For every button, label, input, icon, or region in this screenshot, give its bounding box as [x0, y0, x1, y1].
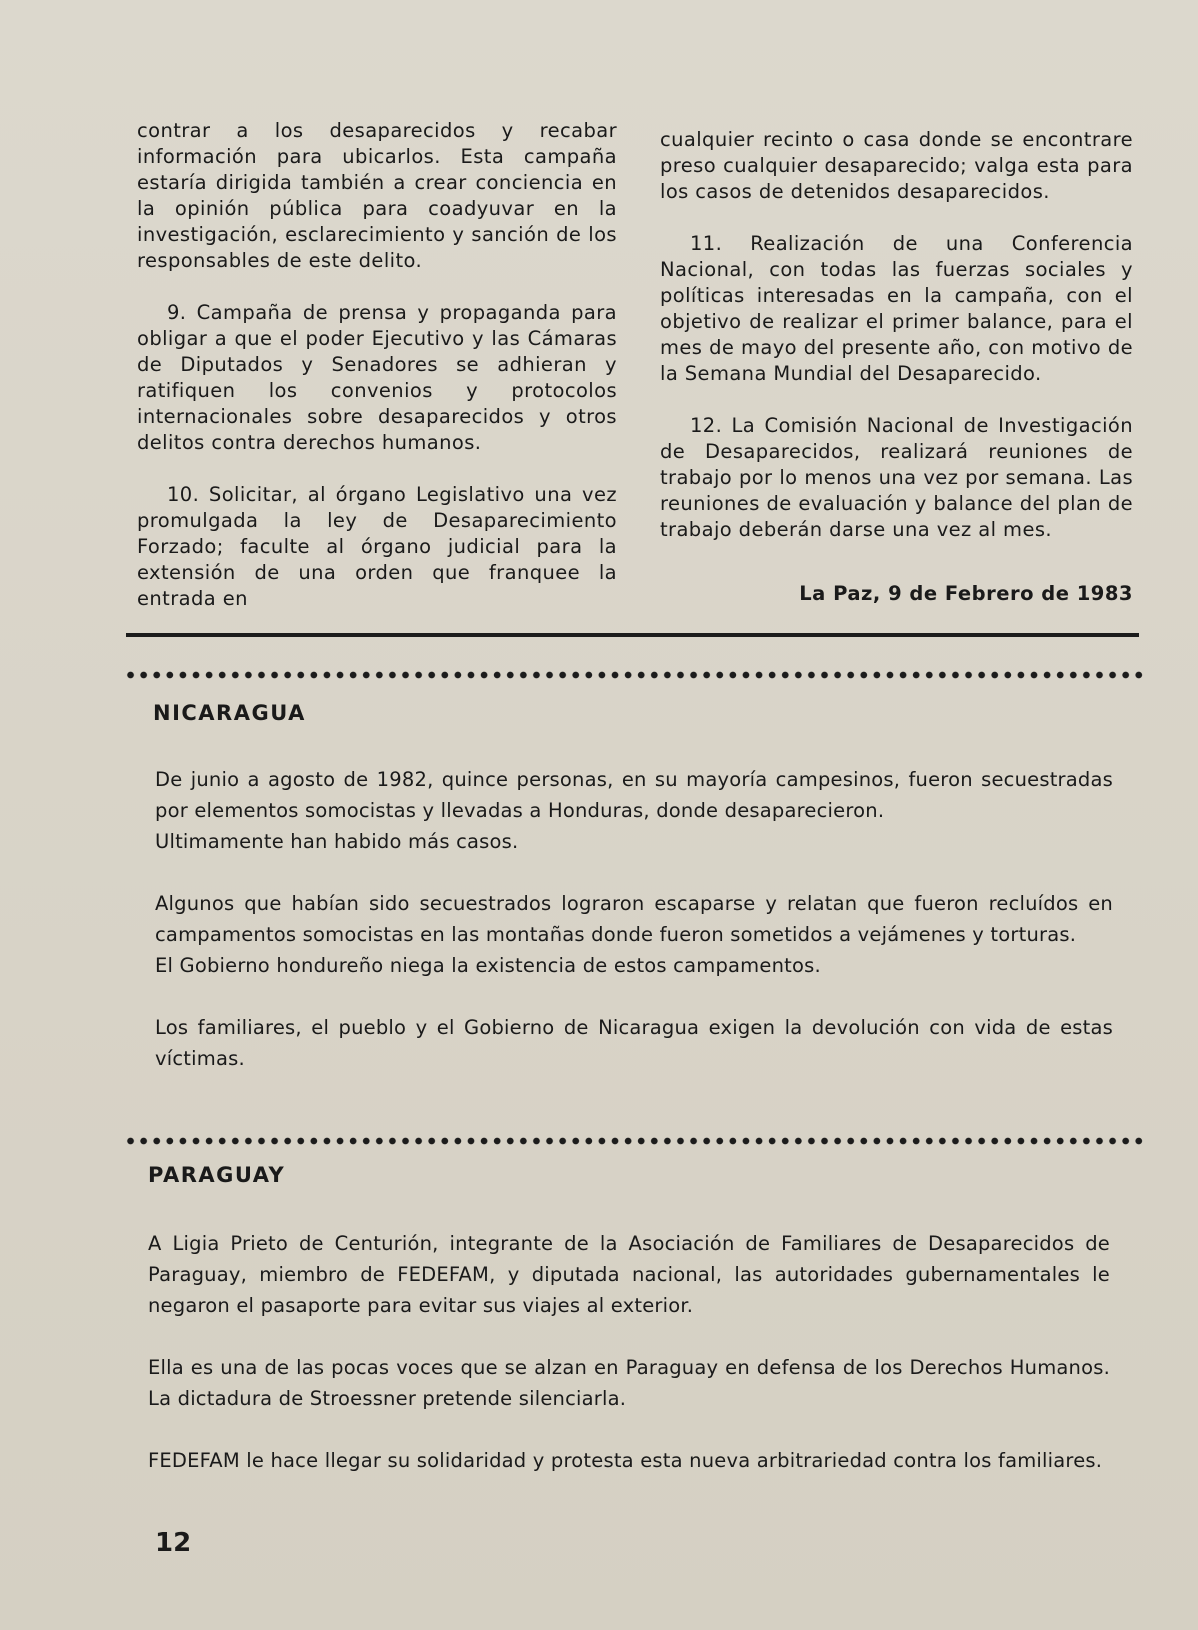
paragraph-continuation: contrar a los desaparecidos y recabar información para ubicarlos. Esta campaña estaría dirigida también a crear conciencia en la opinión pública para coadyuvar en la investigación, esclarecimiento y sanción de los responsables de este delito.: [137, 119, 617, 272]
paraguay-paragraph-2: Ella es una de las pocas voces que se alzan en Paraguay en defensa de los Derechos Humanos. La dictadura de Stroessner pretende silenciarla.: [148, 1356, 1110, 1410]
right-column: [660, 127, 1133, 543]
dotted-divider: [124, 1137, 1146, 1145]
paraguay-paragraph-1: A Ligia Prieto de Centurión, integrante de la Asociación de Familiares de Desaparecidos de Paraguay, miembro de FEDEFAM, y diputada nacional, las autoridades gubernamentales le negaron el pasaporte para evitar sus viajes al exterior.: [148, 1232, 1110, 1317]
section-heading-paraguay: PARAGUAY: [148, 1163, 286, 1187]
left-column: [137, 118, 617, 612]
nicaragua-paragraph-2b: El Gobierno hondureño niega la existencia de estos campamentos.: [155, 954, 821, 977]
paragraph-item-9: 9. Campaña de prensa y propaganda para obligar a que el poder Ejecutivo y las Cámaras de Diputados y Senadores se adhieran y ratifiquen los convenios y protocolos internacionales sobre desaparecidos y otros delitos contra derechos humanos.: [137, 301, 617, 454]
nicaragua-paragraph-3: Los familiares, el pueblo y el Gobierno de Nicaragua exigen la devolución con vida de estas víctimas.: [155, 1016, 1113, 1070]
section-divider-rule: [126, 633, 1139, 637]
nicaragua-paragraph-2: Algunos que habían sido secuestrados lograron escaparse y relatan que fueron recluídos en campamentos somocistas en las montañas donde fueron sometidos a vejámenes y torturas.: [155, 892, 1113, 946]
paragraph-item-10-continuation: cualquier recinto o casa donde se encontrare preso cualquier desaparecido; valga esta para los casos de detenidos desaparecidos.: [660, 128, 1133, 203]
paragraph-item-12: 12. La Comisión Nacional de Investigación de Desaparecidos, realizará reuniones de trabajo por lo menos una vez por semana. Las reuniones de evaluación y balance del plan de trabajo deberán darse una vez al mes.: [660, 414, 1133, 541]
nicaragua-section-body: [155, 764, 1113, 1074]
paragraph-item-10: 10. Solicitar, al órgano Legislativo una vez promulgada la ley de Desaparecimiento Forzado; faculte al órgano judicial para la extensión de una orden que franquee la entrada en: [137, 483, 617, 610]
paraguay-section-body: [148, 1228, 1110, 1476]
nicaragua-paragraph-1: De junio a agosto de 1982, quince personas, en su mayoría campesinos, fueron secuestradas por elementos somocistas y llevadas a Honduras, donde desaparecieron.: [155, 768, 1113, 822]
dotted-divider: [124, 671, 1146, 679]
section-heading-nicaragua: NICARAGUA: [153, 701, 306, 725]
document-date: La Paz, 9 de Febrero de 1983: [799, 582, 1133, 605]
page-number: 12: [155, 1528, 192, 1558]
paragraph-item-11: 11. Realización de una Conferencia Nacional, con todas las fuerzas sociales y políticas interesadas en la campaña, con el objetivo de realizar el primer balance, para el mes de mayo del presente año, con motivo de la Semana Mundial del Desaparecido.: [660, 232, 1133, 385]
paraguay-paragraph-3: FEDEFAM le hace llegar su solidaridad y protesta esta nueva arbitrariedad contra los familiares.: [148, 1449, 1103, 1472]
nicaragua-paragraph-1b: Ultimamente han habido más casos.: [155, 830, 519, 853]
